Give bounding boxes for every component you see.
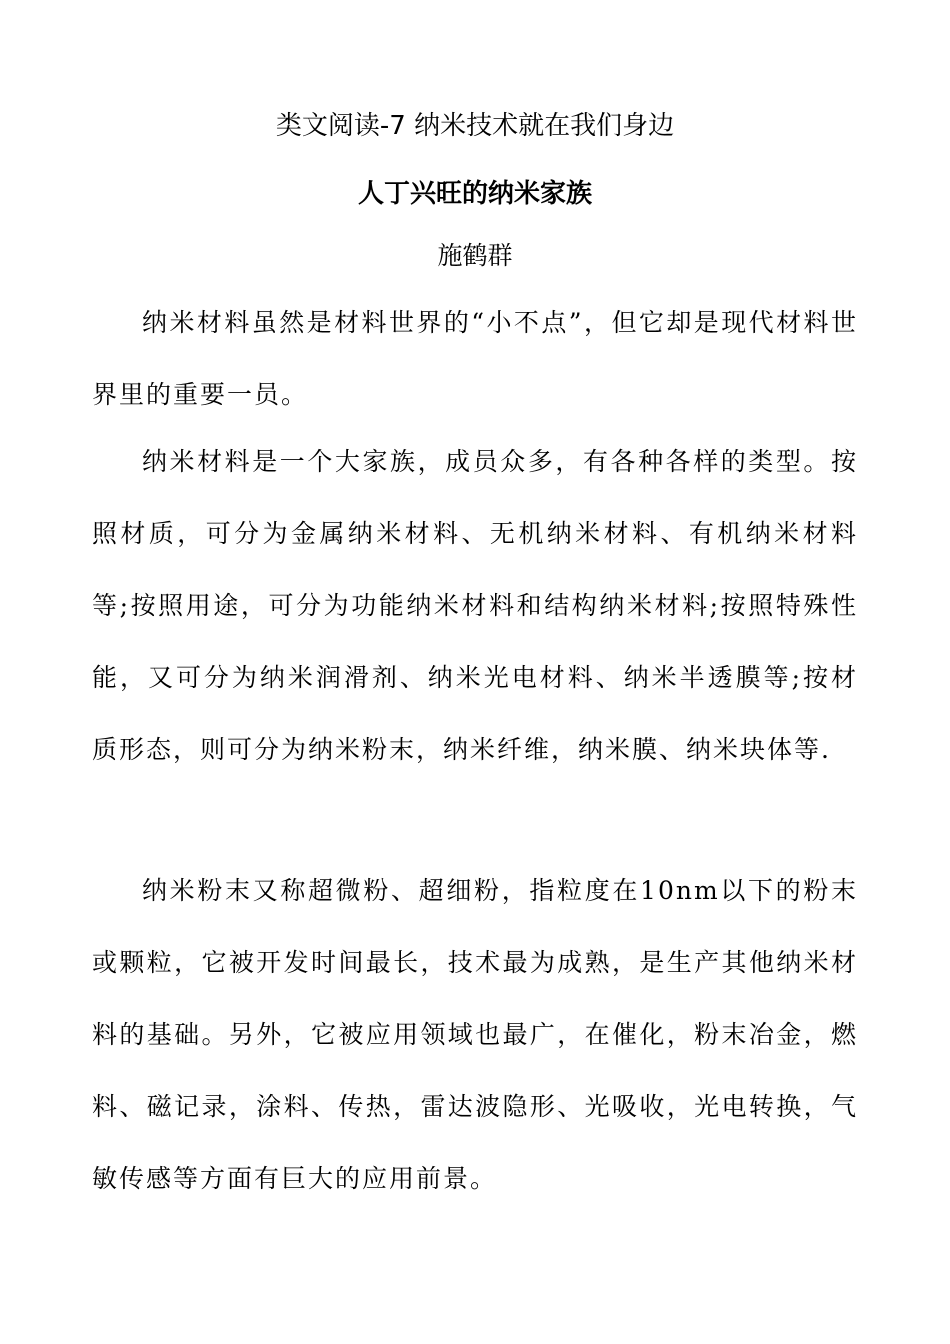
author-name: 施鹤群 (437, 241, 513, 270)
paragraph-3-container (92, 855, 858, 1215)
article-title: 人丁兴旺的纳米家族 (357, 179, 592, 209)
paragraph-2-container (92, 426, 858, 786)
paragraph-2: 纳米材料是一个大家族，成员众多，有各种各样的类型。按照材质，可分为金属纳米材料、无机纳米材料、有机纳米材料等;按照用途，可分为功能纳米材料和结构纳米材料;按照特殊性能，又可分为纳米润滑剂、纳米光电材料、纳米半透膜等;按材质形态，则可分为纳米粉末，纳米纤维，纳米膜、纳米块体等. (92, 447, 858, 764)
document-title: 类文阅读-7 纳米技术就在我们身边 (275, 111, 675, 141)
paragraph-1-container (92, 287, 858, 431)
paragraph-3: 纳米粉末又称超微粉、超细粉，指粒度在10nm以下的粉末或颗粒，它被开发时间最长，技术最为成熟，是生产其他纳米材料的基础。另外，它被应用领域也最广，在催化，粉末冶金，燃料、磁记录，涂料、传热，雷达波隐形、光吸收，光电转换，气敏传感等方面有巨大的应用前景。 (92, 876, 858, 1193)
paragraph-1: 纳米材料虽然是材料世界的“小不点”，但它却是现代材料世界里的重要一员。 (92, 308, 858, 409)
